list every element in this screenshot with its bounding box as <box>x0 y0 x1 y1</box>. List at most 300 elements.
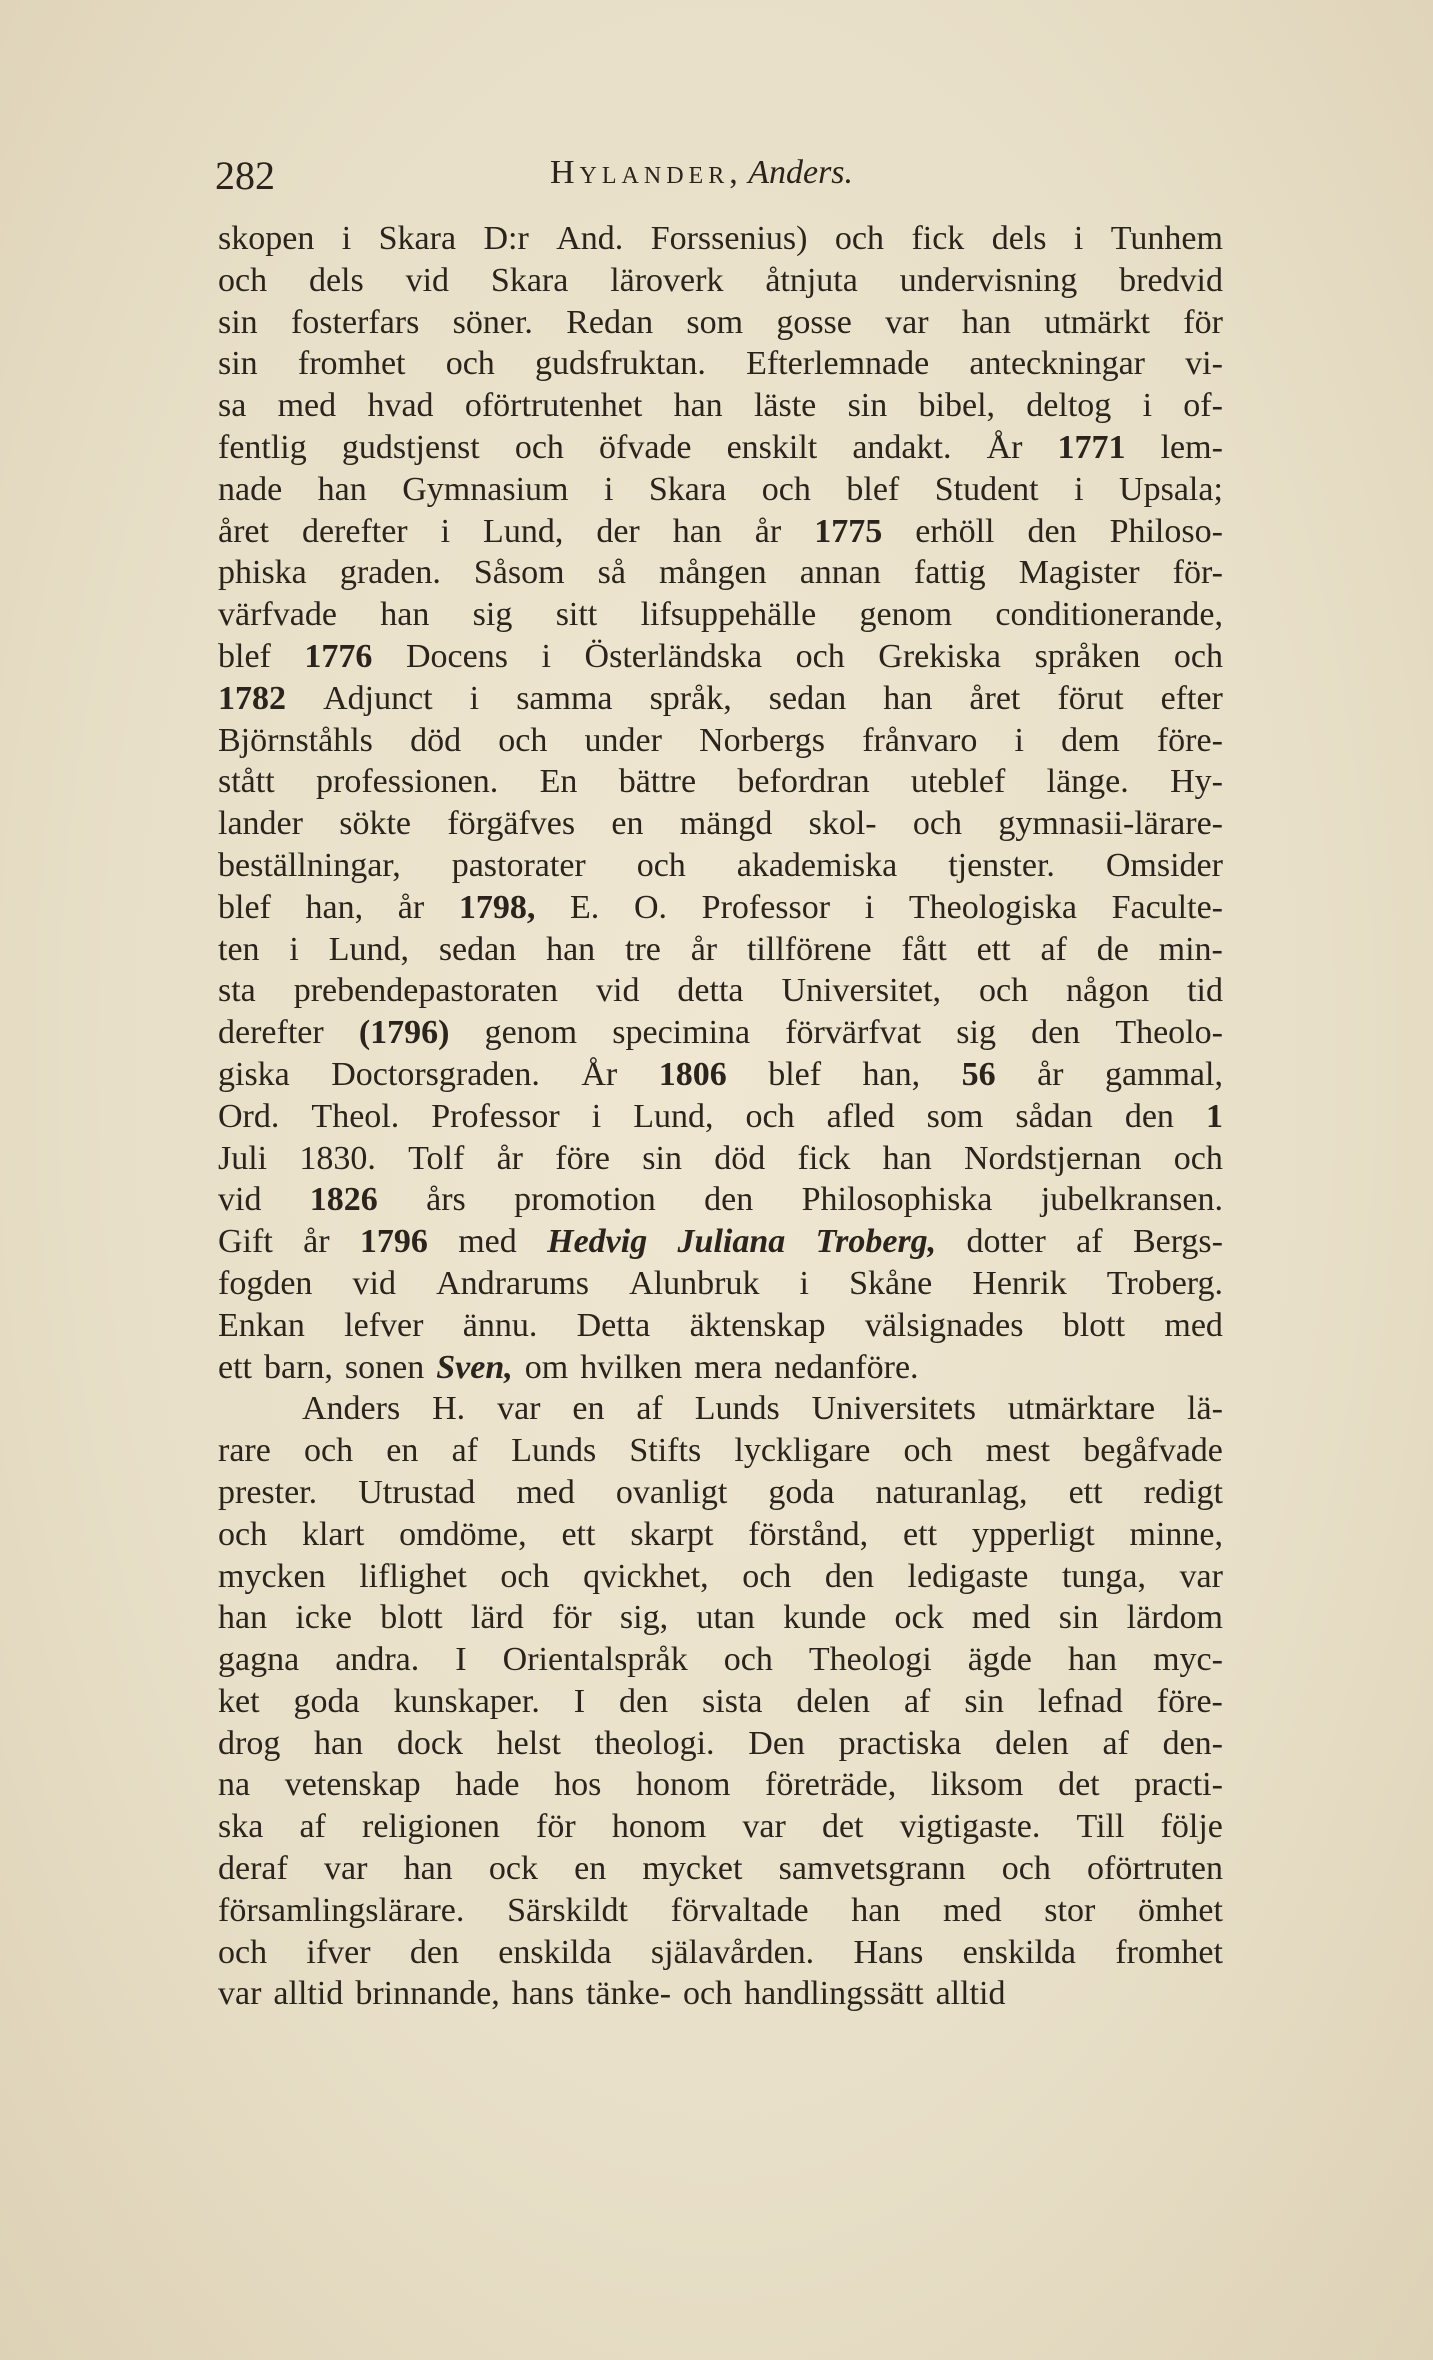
word: 1771 <box>1057 428 1126 466</box>
word: Till <box>1076 1808 1125 1846</box>
word: 1796 <box>359 1223 428 1261</box>
word: fosterfars <box>290 303 420 341</box>
word: skol- <box>808 805 877 843</box>
word: förvaltade <box>670 1891 809 1929</box>
word: dem <box>1061 721 1120 759</box>
word: Andrarums <box>436 1264 590 1302</box>
text-line <box>218 469 1223 511</box>
word: och <box>1173 1139 1223 1177</box>
word: äktenskap <box>689 1306 826 1344</box>
word: om <box>524 1348 569 1386</box>
word: ett <box>218 1348 252 1386</box>
word: enskilda <box>498 1933 612 1971</box>
word: Philosophiska <box>801 1181 993 1219</box>
word: så <box>597 554 626 592</box>
word: oförtrutenhet <box>464 387 643 425</box>
word: dels <box>308 261 364 299</box>
word: vid <box>596 972 640 1010</box>
word: för <box>552 1599 592 1637</box>
word: blott <box>1062 1306 1126 1344</box>
word: år <box>690 930 718 968</box>
word: års <box>426 1181 466 1219</box>
word: vetenskap <box>284 1766 421 1804</box>
text-line <box>218 594 1223 636</box>
word: Bergs- <box>1132 1223 1223 1261</box>
word: ömhet <box>1137 1891 1223 1929</box>
word: ock <box>894 1599 944 1637</box>
word: promotion <box>514 1181 656 1219</box>
text-line <box>218 636 1223 678</box>
word: pastorater <box>451 846 586 884</box>
word: deraf <box>218 1850 288 1888</box>
word: den- <box>1162 1724 1223 1762</box>
word: sonen <box>344 1348 425 1386</box>
word: O. <box>633 888 667 926</box>
word: begåfvade <box>1083 1432 1223 1470</box>
word: Lunds <box>694 1390 780 1428</box>
word: Enkan <box>218 1306 305 1344</box>
word: före- <box>1156 1682 1223 1720</box>
word: Hans <box>853 1933 924 1971</box>
word: den <box>1124 1097 1174 1135</box>
word: i <box>541 637 551 675</box>
word: i <box>603 470 614 508</box>
text-line <box>218 1848 1223 1890</box>
word: practiska <box>838 1724 962 1762</box>
word: tjenster. <box>948 846 1055 884</box>
word: den <box>409 1933 459 1971</box>
word: han <box>314 1724 364 1762</box>
word: fromhet <box>297 345 406 383</box>
word: sådan <box>1015 1097 1093 1135</box>
word: En <box>539 763 578 801</box>
word: lä- <box>1187 1390 1223 1428</box>
word: hade <box>455 1766 520 1804</box>
word: af <box>299 1808 326 1846</box>
word: sista <box>702 1682 763 1720</box>
word: tid <box>1187 972 1223 1010</box>
word: och <box>834 220 885 257</box>
word: fattig <box>913 554 986 592</box>
word: liflighet <box>359 1557 467 1595</box>
word: för <box>1183 303 1223 341</box>
word: 56 <box>961 1055 996 1093</box>
word: af <box>1102 1724 1129 1762</box>
word: der <box>596 512 640 550</box>
word: och <box>1173 637 1223 675</box>
word: det <box>821 1808 864 1846</box>
word: i <box>469 679 480 717</box>
word: anteckningar <box>969 345 1145 383</box>
text-line <box>218 1514 1223 1556</box>
word: sta <box>218 972 256 1010</box>
word: gudsfruktan. <box>534 345 706 383</box>
word: Theologi <box>808 1641 932 1679</box>
word: och <box>761 470 811 508</box>
word: af <box>903 1682 931 1720</box>
word: död <box>714 1139 766 1177</box>
word: lem- <box>1160 428 1223 466</box>
word: fentlig <box>218 428 307 466</box>
word: Universitet, <box>781 972 942 1010</box>
word: den <box>619 1682 669 1720</box>
word: Faculte- <box>1111 888 1223 926</box>
word: sin <box>642 1139 682 1177</box>
word: söner. <box>452 303 533 341</box>
word: följe <box>1160 1808 1223 1846</box>
word: i <box>1073 220 1084 257</box>
word: sig, <box>619 1599 669 1637</box>
word: fromhet <box>1115 1933 1223 1971</box>
word: andakt. <box>852 428 952 466</box>
word: delen <box>995 1724 1069 1762</box>
word: det <box>1058 1766 1100 1804</box>
word: 1798, <box>458 888 536 926</box>
word: värfvade <box>218 596 337 634</box>
word: helst <box>496 1724 561 1762</box>
word: Magister <box>1018 554 1140 592</box>
word: och <box>500 1557 550 1595</box>
word: och <box>445 345 495 383</box>
page-header <box>215 152 1230 202</box>
text-line <box>218 803 1223 845</box>
word: andra. <box>335 1641 420 1679</box>
word: språk, <box>649 679 732 717</box>
word: lander <box>218 805 303 843</box>
word: I <box>573 1682 586 1720</box>
word: nade <box>218 470 283 508</box>
word: tunga, <box>1061 1557 1146 1595</box>
word: och <box>498 721 548 759</box>
word: Grekiska <box>878 637 1002 675</box>
word: han <box>883 679 933 717</box>
word: H. <box>432 1390 466 1428</box>
word: ledigaste <box>907 1557 1029 1595</box>
word: na <box>218 1766 251 1804</box>
word: Skåne <box>849 1264 933 1302</box>
word: i <box>341 220 352 257</box>
text-line <box>218 970 1223 1012</box>
word: år <box>397 888 425 926</box>
word: som <box>926 1097 984 1135</box>
word: i <box>864 888 875 926</box>
word: året <box>218 512 269 550</box>
word: icke <box>295 1599 352 1637</box>
word: ett <box>1068 1473 1103 1511</box>
word: E. <box>570 888 600 926</box>
word: Troberg. <box>1106 1264 1223 1302</box>
word: språken <box>1034 637 1141 675</box>
text-line <box>218 1138 1223 1180</box>
word: ännu. <box>462 1306 538 1344</box>
text-line <box>218 1556 1223 1598</box>
word: detta <box>677 972 744 1010</box>
word: Sven, <box>436 1348 513 1386</box>
word: delen <box>796 1682 871 1720</box>
word: ett <box>976 930 1011 968</box>
word: Docens <box>405 637 508 675</box>
word: honom <box>611 1808 707 1846</box>
text-line <box>218 511 1223 553</box>
word: lärd <box>470 1599 524 1637</box>
word: redigt <box>1143 1473 1223 1511</box>
word: sa <box>218 387 247 425</box>
word: i <box>289 930 299 968</box>
word: Nordstjernan <box>964 1139 1142 1177</box>
word: utmärkt <box>1044 303 1150 341</box>
word: klart <box>301 1515 365 1553</box>
body-text <box>218 218 1223 2015</box>
word: och <box>723 1641 773 1679</box>
word: före <box>555 1139 611 1177</box>
text-line <box>218 1764 1223 1806</box>
word: genom <box>859 596 953 634</box>
word: af <box>636 1390 663 1428</box>
word: bibel, <box>918 387 996 425</box>
word: deltog <box>1026 387 1112 425</box>
word: öfvade <box>599 428 692 466</box>
word: Björnståhls <box>218 721 373 759</box>
word: And. <box>556 220 624 257</box>
word: med <box>516 1473 575 1511</box>
word: akademiska <box>736 846 898 884</box>
word: dotter <box>966 1223 1046 1261</box>
word: efter <box>1160 679 1223 717</box>
text-line <box>218 343 1223 385</box>
word: giska <box>218 1055 290 1093</box>
word: phiska <box>218 554 307 592</box>
word: en <box>386 1432 419 1470</box>
word: Österländska <box>584 637 763 675</box>
word: förgäfves <box>447 805 576 843</box>
word: afled <box>826 1097 895 1135</box>
word: Särskildt <box>507 1891 629 1929</box>
word: professionen. <box>316 763 499 801</box>
word: och <box>912 805 963 843</box>
word: Stifts <box>629 1432 702 1470</box>
word: 1 <box>1205 1097 1223 1135</box>
word: blott <box>380 1599 443 1637</box>
word: Redan <box>566 303 654 341</box>
word: Theologiska <box>908 888 1077 926</box>
word: med <box>971 1599 1031 1637</box>
word: var <box>218 1975 262 2013</box>
word: fått <box>901 930 947 968</box>
word: mången <box>659 554 767 592</box>
word: skarpt <box>630 1515 714 1553</box>
word: var <box>885 303 929 341</box>
word: ska <box>218 1808 264 1846</box>
text-line <box>218 1096 1223 1138</box>
word: gosse <box>776 303 852 341</box>
text-line <box>218 1806 1223 1848</box>
word: Utrustad <box>358 1473 476 1511</box>
word: lyckligare <box>734 1432 871 1470</box>
word: sin <box>847 387 888 425</box>
word: i <box>799 1264 809 1302</box>
word: Upsala; <box>1119 470 1223 508</box>
word: specimina <box>612 1014 751 1052</box>
word: Student <box>934 470 1039 508</box>
text-line <box>218 260 1223 302</box>
word: Doctorsgraden. <box>331 1055 540 1093</box>
word: utmärktare <box>1007 1390 1156 1428</box>
word: Tolf <box>408 1139 465 1177</box>
word: och <box>1001 1850 1051 1888</box>
word: ypperligt <box>971 1515 1095 1553</box>
word: honom <box>635 1766 731 1804</box>
word: Alunbruk <box>629 1264 760 1302</box>
word: derefter <box>301 512 408 550</box>
word: of- <box>1183 387 1223 425</box>
word: Henrik <box>972 1264 1067 1302</box>
word: 1775 <box>814 512 883 550</box>
word: under <box>584 721 662 759</box>
word: Skara <box>378 220 457 257</box>
word: han <box>672 512 722 550</box>
word: prester. <box>218 1473 318 1511</box>
word: Hy- <box>1170 763 1223 801</box>
word: annan <box>799 554 881 592</box>
word: och <box>742 1557 792 1595</box>
word: hvad <box>367 387 434 425</box>
text-line <box>218 1388 1223 1430</box>
word: någon <box>1066 972 1150 1010</box>
word: sin <box>1058 1599 1099 1637</box>
word: i <box>1014 721 1024 759</box>
word: Ord. <box>218 1097 280 1135</box>
word: 1826 <box>309 1181 378 1219</box>
text-line <box>218 1263 1223 1305</box>
word: sig <box>956 1014 996 1052</box>
word: Norbergs <box>699 721 826 759</box>
text-line <box>218 1179 1223 1221</box>
word: Professor <box>431 1097 560 1135</box>
word: gagna <box>218 1641 300 1679</box>
word: Universitets <box>811 1390 976 1428</box>
word: ten <box>218 930 260 968</box>
text-line <box>218 385 1223 427</box>
word: bättre <box>618 763 697 801</box>
word: den <box>824 1557 874 1595</box>
word: och <box>636 846 686 884</box>
word: han <box>403 1850 453 1888</box>
word: hvilken <box>580 1348 683 1386</box>
word: 1782 <box>218 679 286 717</box>
word: Troberg, <box>815 1223 937 1261</box>
word: (1796) <box>358 1014 450 1052</box>
word: och <box>218 1933 268 1971</box>
word: alltid <box>273 1975 344 2013</box>
word: Omsider <box>1105 846 1223 884</box>
word: förvärfvat <box>785 1014 922 1052</box>
word: Orientalspråk <box>502 1641 688 1679</box>
word: år <box>303 1223 330 1261</box>
word: lefver <box>344 1306 424 1344</box>
word: undervisning <box>899 261 1078 299</box>
text-line <box>218 1430 1223 1472</box>
word: och <box>978 972 1029 1010</box>
word: conditionerande, <box>995 596 1223 634</box>
word: han <box>218 1599 268 1637</box>
word: af <box>1076 1223 1103 1261</box>
word: bredvid <box>1119 261 1223 299</box>
word: en <box>572 1390 605 1428</box>
text-line <box>218 761 1223 803</box>
word: den <box>1031 1014 1081 1052</box>
word: stått <box>218 763 275 801</box>
word: som <box>686 303 744 341</box>
text-line <box>218 552 1223 594</box>
word: utan <box>696 1599 755 1637</box>
word: Detta <box>576 1306 651 1344</box>
word: år <box>496 1139 524 1177</box>
word: de <box>1096 930 1129 968</box>
running-head <box>550 154 853 192</box>
word: skopen <box>218 220 315 257</box>
word: han <box>961 303 1011 341</box>
text-line <box>218 845 1223 887</box>
word: ett <box>561 1515 596 1553</box>
word: vid <box>218 1181 262 1219</box>
word: sin <box>964 1682 1004 1720</box>
word: Hedvig <box>547 1223 648 1261</box>
word: gudstjenst <box>341 428 480 466</box>
word: Theol. <box>311 1097 400 1135</box>
word: practi- <box>1134 1766 1223 1804</box>
word: omdöme, <box>399 1515 527 1553</box>
word: hos <box>554 1766 602 1804</box>
word: theologi. <box>594 1724 715 1762</box>
word: Den <box>748 1724 805 1762</box>
word: blef <box>218 637 271 675</box>
word: Theolo- <box>1115 1014 1223 1052</box>
word: religionen <box>362 1808 500 1846</box>
text-line <box>218 1054 1223 1096</box>
text-line <box>218 218 1223 260</box>
word: tänke- <box>586 1975 672 2013</box>
word: af <box>1040 930 1067 968</box>
word: myc- <box>1153 1641 1223 1679</box>
word: Lund, <box>328 930 409 968</box>
text-line <box>218 1472 1223 1514</box>
word: goda <box>768 1473 835 1511</box>
word: Skara <box>648 470 727 508</box>
word: fogden <box>218 1264 313 1302</box>
word: handlingssätt <box>744 1975 924 2013</box>
text-line <box>218 929 1223 971</box>
word: sökte <box>339 805 412 843</box>
word: han <box>673 387 723 425</box>
word: i <box>1074 470 1084 508</box>
word: stor <box>1044 1891 1096 1929</box>
word: Lunds <box>511 1432 597 1470</box>
word: rare <box>218 1432 271 1470</box>
word: hans <box>511 1975 575 2013</box>
text-line <box>218 1597 1223 1639</box>
word: drog <box>218 1724 281 1762</box>
word: Professor <box>701 888 831 926</box>
word: genom <box>484 1014 578 1052</box>
word: prebendepastoraten <box>293 972 559 1010</box>
word: och <box>745 1097 795 1135</box>
text-line <box>218 1012 1223 1054</box>
word: åtnjuta <box>765 261 858 299</box>
word: blef <box>218 888 271 926</box>
word: enskilt <box>726 428 818 466</box>
word: vid <box>352 1264 396 1302</box>
word: fick <box>911 220 965 257</box>
